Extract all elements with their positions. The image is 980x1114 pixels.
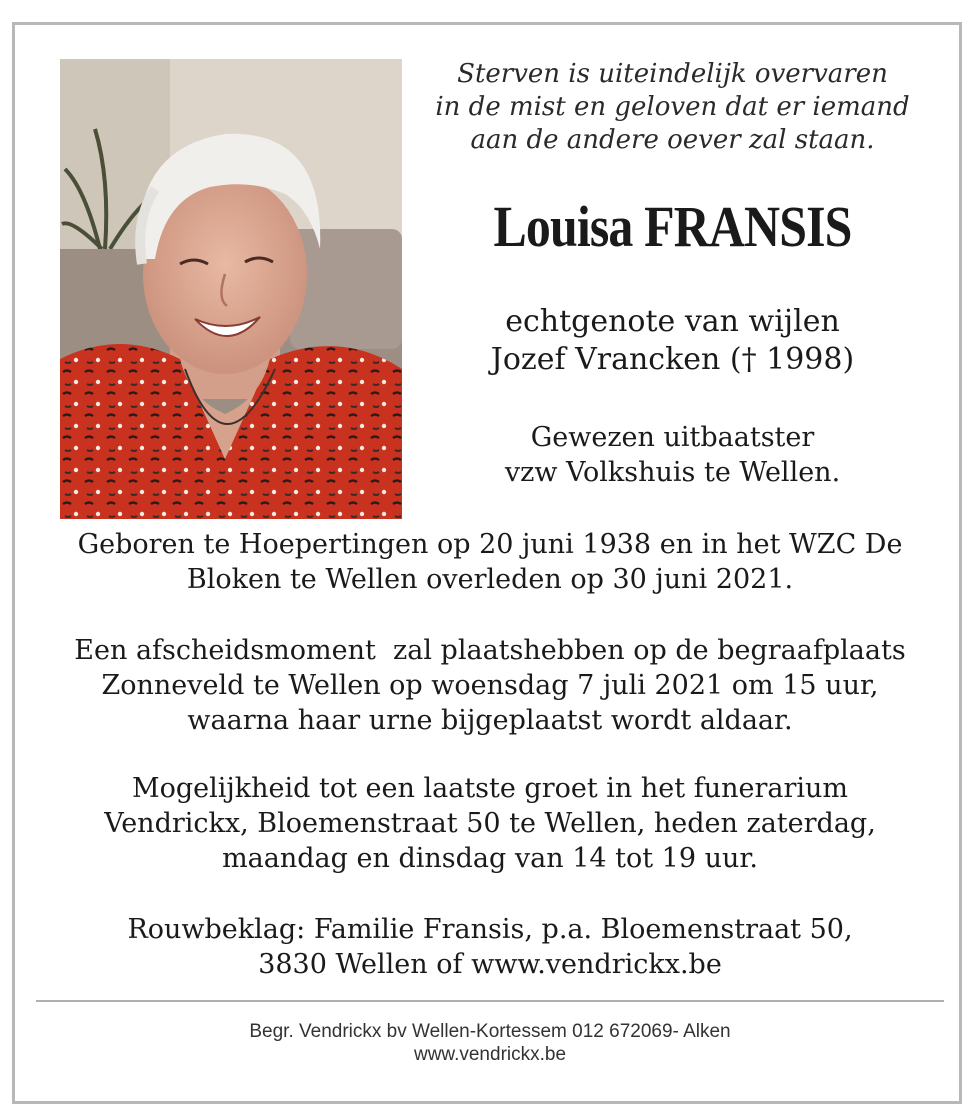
verse-line: in de mist en geloven dat er iemand	[435, 92, 910, 122]
paragraph-line: 3830 Wellen of www.vendrickx.be	[258, 949, 722, 980]
deceased-name: Louisa FRANSIS	[493, 194, 852, 259]
paragraph-line: maandag en dinsdag van 14 tot 19 uur.	[222, 843, 758, 874]
paragraph-line: Geboren te Hoepertingen op 20 juni 1938 en in het WZC De	[77, 529, 903, 560]
paragraph-line: Bloken te Wellen overleden op 30 juni 2021.	[186, 564, 794, 595]
spouse-line: Jozef Vrancken († 1998)	[490, 342, 855, 377]
spouse-info	[420, 303, 925, 379]
footer-website: www.vendrickx.be	[413, 1044, 567, 1065]
birth-death-paragraph	[40, 527, 940, 597]
funeral-home-footer	[40, 1020, 940, 1066]
divider	[36, 1000, 944, 1002]
verse-line: aan de andere oever zal staan.	[470, 125, 875, 155]
condolence-paragraph	[40, 912, 940, 982]
greeting-paragraph	[40, 771, 940, 876]
paragraph-line: Een afscheidsmoment zal plaatshebben op de begraafplaats	[74, 635, 906, 666]
occupation-line: vzw Volkshuis te Wellen.	[504, 457, 841, 488]
occupation	[420, 420, 925, 490]
spouse-line: echtgenote van wijlen	[505, 304, 840, 339]
footer-line: Begr. Vendrickx bv Wellen-Kortessem 012 672069- Alken	[249, 1021, 731, 1042]
occupation-line: Gewezen uitbaatster	[530, 422, 815, 453]
paragraph-line: Mogelijkheid tot een laatste groet in het funerarium	[131, 773, 848, 804]
verse-line: Sterven is uiteindelijk overvaren	[457, 59, 888, 89]
paragraph-line: Zonneveld te Wellen op woensdag 7 juli 2021 om 15 uur,	[101, 670, 879, 701]
verse	[420, 58, 925, 157]
portrait-photo	[60, 59, 402, 519]
paragraph-line: Rouwbeklag: Familie Fransis, p.a. Bloemenstraat 50,	[127, 914, 853, 945]
ceremony-paragraph	[40, 633, 940, 738]
paragraph-line: waarna haar urne bijgeplaatst wordt aldaar.	[187, 705, 793, 736]
paragraph-line: Vendrickx, Bloemenstraat 50 te Wellen, heden zaterdag,	[104, 808, 876, 839]
